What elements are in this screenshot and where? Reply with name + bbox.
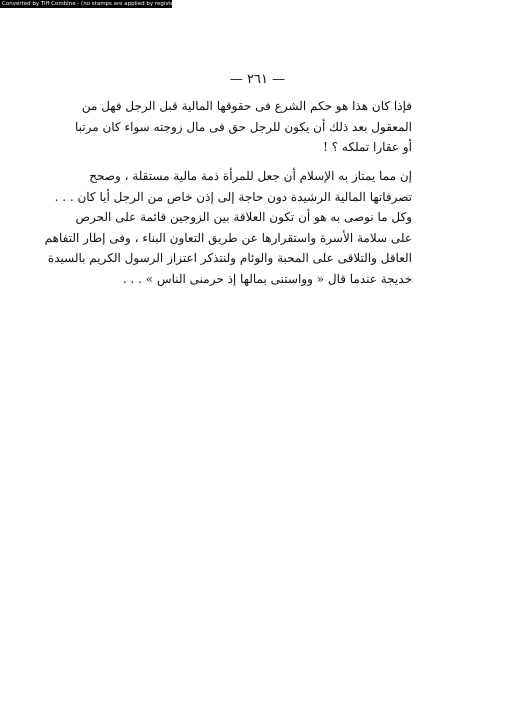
paragraph-1	[74, 96, 412, 158]
paragraph-2	[44, 166, 412, 289]
text-line: وكل ما نوصى به هو أن تكون العلاقة بين الزوجين قائمة على الحرص	[75, 210, 412, 224]
text-line: على سلامة الأسرة واستقرارها عن طريق التعاون البناء ، وفى إطار التفاهم	[44, 230, 412, 245]
text-line: إن مما يمتاز به الإسلام أن جعل للمرأة ذمة مالية مستقلة ، وصحح	[89, 169, 412, 183]
text-line: خديجة عندما قال « وواستنى بمالها إذ حرمنى الناس » . . .	[122, 271, 412, 286]
converter-banner: Converted by Tiff Combine - (no stamps are applied by registered version)	[2, 1, 207, 7]
page-number: — ٢٦١ —	[229, 72, 286, 87]
text-line: فإذا كان هذا هو حكم الشرع فى حقوقها المالية قبل الرجل فهل من	[81, 99, 412, 113]
text-line: تصرفاتها المالية الرشيدة دون حاجة إلى إذن خاص من الرجل أيا كان . . .	[54, 189, 412, 204]
text-line: المعقول بعد ذلك أن يكون للرجل حق فى مال زوجته سواء كان مرتبا	[74, 119, 412, 134]
text-line: العاقل والتلاقى على المحبة والوئام ولنتذكر اعتزاز الرسول الكريم بالسيدة	[47, 251, 412, 265]
text-line: أو عقارا تملكه ؟ !	[323, 140, 412, 154]
